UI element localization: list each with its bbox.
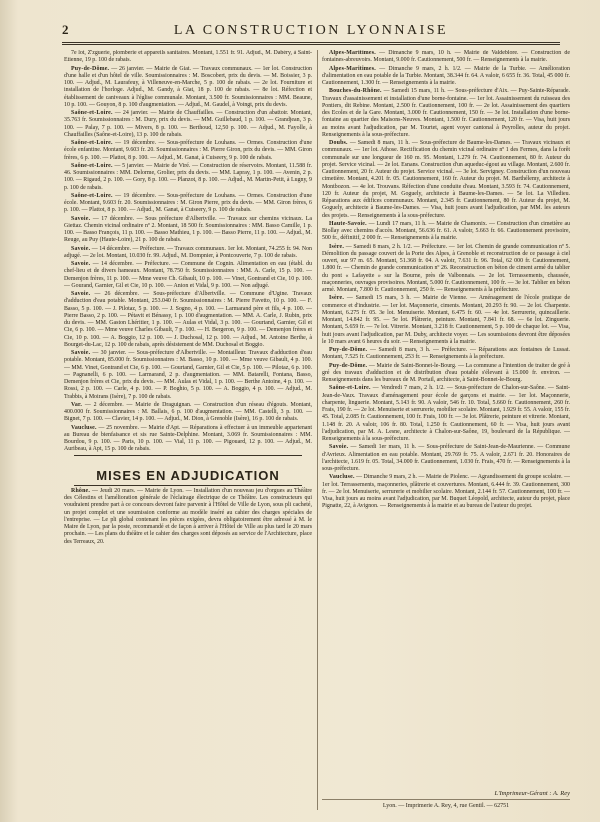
notice-location: Puy-de-Dôme. xyxy=(71,65,110,72)
notice-text: — Dimanche 9 mars, 2 h. — Mairie de Piolenc. — Agrandissement du groupe scolaire. — 1er lot. Terrassements, maçonneries, plâtrerie et couvertures. Montant, 6.444 fr. 39. Cautionnement, 300 fr. — 2e lot. Menuiserie, serrurerie et mobilier scolaire. Montant, 2.144 fr. 57. Cautionnement, 100 fr. — Visa, huit jours au moins avant l'adjudication, par M. Buquet Léopold, architecte, auteur du projet, place Pignatte, 22, à Avignon. — Renseignements à la mairie et au bureau de l'auteur du projet. xyxy=(322,474,570,510)
notice-text: — Dimanche 9 mars, 2 h. 1/2. — Mairie de la Turbie. — Amélioration d'alimentation en eau potable de la Turbie. Montant, 38.344 fr. 64. A valoir, 6 655 fr. 36. Total, 45 000 fr. Cautionnement, 1.300 fr. — Renseignements à la mairie. xyxy=(322,65,570,86)
notice-paragraph xyxy=(322,66,570,88)
header-rule-double xyxy=(62,44,560,45)
notice-paragraph xyxy=(322,88,570,139)
notice-text: — 2 décembre. — Mairie de Draguignan. — Construction d'un réseau d'égouts. Montant, 400.000 fr. Soumissionnaires : M. Ballais, 6 p. 100 d'augmentation. — MM. Castelli, 3 p. 100. — Bignet, 7 p. 100. — Clavier, 14 p. 100. — Adjud., M. Dion, à Grenoble (Isère), 16 p. 100 de rabais. xyxy=(64,401,312,423)
notice-location: Alpes-Maritimes. xyxy=(329,50,376,56)
notice-location: Rhône. xyxy=(71,487,91,494)
notice-location: Savoie. xyxy=(71,261,91,267)
notice-paragraph xyxy=(64,50,312,65)
notice-paragraph xyxy=(64,216,312,245)
notice-text: — 30 janvier. — Sous-préfecture d'Albertville. — Montailleur. Travaux d'adduction d'eau potable. Montant, 85.000 fr. Soumissionnaires : M. Basso, 10 p. 100. — Mme veuve Gibault, 4 p. 100. — MM. Vinet, Gontrand et Cie, 6 p. 100. — Gourtand, Garnier, Gil et Cie, 5 p. 100. — Pilotaz, 6 p. 100. — Pagnanelli, 6 p. 100. — Larmarand, 2 p. d'augmentation. — MM. Batarelli, Fontana, Basso, Demenjon frères et Cie, prix du devis. — MM. Aulas et Vidal, 1 p. 100. — Berthe Antoine, 4 p. 100. — Rossi, 2 p. 100. — Carle, 4 p. 100. — P. Boghio, 5 p. 100. — A. Boggio, 4 p. 100. — Adjud., M. Trabbis, à Moirans (Isère), 7 p. 100 de rabais. xyxy=(64,350,312,400)
notice-paragraph xyxy=(64,261,312,290)
notice-location: Vaucluse. xyxy=(71,424,97,431)
notice-location: Saône-et-Loire. xyxy=(71,162,113,169)
page-header xyxy=(62,22,560,40)
notice-location: Savoie. xyxy=(329,444,349,451)
notice-location: Puy-de-Dôme. xyxy=(329,362,368,369)
page-number: 2 xyxy=(62,22,69,37)
notice-paragraph xyxy=(64,193,312,215)
notice-location: Haute-Savoie. xyxy=(329,220,367,227)
notice-location: Savoie. xyxy=(71,215,91,222)
notice-text: — 14 décembre. — Préfecture. — Commune de Cognin. Alimentation en eau (établ. du chef-lieu et de divers hameaux. Montant, 78.750 fr. Soumissionnaires : MM. A. Carle, 15 p. 100. — Demenjon frères, 11 p. 100. — Mme veuve Ch. Gibault, 10 p. 100. — Vinet, Gontrand et Cie, 10 p. 100. — Gourand, Garnier, Gil et Cie, 10 p. 100. — Anion et Vidal, 9 p. 100. — Non adjugé. xyxy=(64,261,312,289)
notice-location: Saône-et-Loire. xyxy=(71,140,113,146)
notice-location: Savoie. xyxy=(71,245,91,252)
notice-text: — Samedi 8 mars, 11 h. — Sous-préfecture de Baume-les-Dames. — Travaux vicinaux et communaux. — 1er lot. Athose. Rectification du chemin vicinal ordinaire nº 1 des Fermes, dans la forêt communale sur une longueur de 160 m. 95. Montant, 1.279 fr. 74. Cautionnement, 80 fr. Auteur du projet. Service vicinal. — 2e lot. Esnans. Construction d'un aqueduc-égout au village. Montant, 2.600 fr. Cautionnement, 20 fr. Auteur du projet. Service vicinal. — 3e lot. Servigney. Construction d'un nouveau cimetière. Montant, 4.201 fr. 05. Cautionnement, 160 fr. Auteur du projet. M. Barthélemy, architecte à Montbozon. — 4e lot. Trouvans. Réfection d'une conduite d'eau. Montant, 3.593 fr. 74. Cautionnement, 120 fr. Auteur du projet, M. Goguely, architecte à Baume-les-Dames. — 5e lot. La Villedieu. Réparations aux édifices communaux. Montant, 2.345 fr. Cautionnement, 80 fr. Auteur du projet, M. Goguely, architecte à Baume-les-Dames. — Visa, huit jours avant l'adjudication, par MM. les auteurs des projets. — Renseignements à la sous-préfecture. xyxy=(322,140,570,219)
notice-paragraph xyxy=(64,110,312,139)
notice-paragraph xyxy=(322,385,570,443)
notice-location: Saône-et-Loire. xyxy=(71,110,113,116)
notice-text: — 14 décembre. — Préfecture. — Travaux communaux. 1er lot. Montant, 74.255 fr. 94. Non adjugé. — 2e lot. Montant, 10.030 fr. 99. Adjud., M. Dompnier, à Pontcouverte, 7 p. 100 de rabais. xyxy=(64,245,312,259)
notice-location: Isère. xyxy=(329,295,344,302)
notice-location: Saône-et-Loire. xyxy=(71,192,113,199)
column-separator xyxy=(317,50,318,810)
notice-paragraph xyxy=(322,140,570,220)
notice-paragraph xyxy=(322,444,570,473)
printer-signature: L'Imprimeur-Gérant : A. Rey xyxy=(494,790,570,797)
right-column xyxy=(322,50,570,785)
adjudication-notices xyxy=(322,50,570,511)
notice-paragraph xyxy=(64,350,312,401)
notice-text: — Lundi 17 mars, 11 h. — Mairie de Chamonix. — Construction d'un cimetière au Biollay avec chemins d'accès. Montant, 56.636 fr. 61. A valoir, 5.663 fr. 66. Cautionnement provisoire, 500 fr., définitif, 2 000 fr. — Renseignements à la mairie. xyxy=(322,220,570,242)
notice-location: Vaucluse. xyxy=(329,474,355,481)
notice-location: Saône-et-Loire. xyxy=(329,385,371,392)
notice-text: — Samedi 8 mars, 2 h. 1/2. — Préfecture. — 1er lot. Chemin de grande communication nº 5. Démolition du passage couvert de la Porte des Alpes, à Grenoble et reconstruction de ce passage à ciel ouvert, sur 97 m. 65. Montant, 51.368 fr. 04. A valoir, 7.631 fr. 96. Total, 62 000 fr. Cautionnement, 1.800 fr. — Chemin de grande communication nº 26. Reconstruction en béton de ciment armé du tablier du pont « Lafayette » sur la Bourne, près de Valbonnais. — 2e lot. Terrassements, chaussée, maçonneries, ouvrages provisoires. Montant, 5.000 fr. Cautionnement, 100 fr. — 3e lot. Tablier en béton armé. Montant, 7.800 fr. Cautionnement, 250 fr. — Renseignements à la préfecture. xyxy=(322,243,570,293)
notice-text: 7e lot, Z'zguerie, plomberie et appareils sanitaires. Montant, 1.551 fr. 91. Adjud., M. Dabéry, à Saint-Etienne, 19 p. 100 de rabais. xyxy=(64,50,312,64)
section-rule xyxy=(74,455,302,456)
notice-location: Puy-de-Dôme. xyxy=(329,347,368,353)
notice-paragraph xyxy=(64,66,312,110)
notice-text: — 19 décembre. — Sous-préfecture de Louhans. — Ormes. Construction d'une école. Montant, 9.603 fr. 20. Soumissionnaires : M. Giron Pierre, prix du devis. — MM. Giron frères, 6 p. 100. — Plattot, 8 p. 100. — Adjud., M. Ganat, à Cuiseery, 9 p. 100 de rabais. xyxy=(64,192,312,214)
notice-text: — 26 décembre. — Sous-préfecture d'Albertville. — Commune d'Ugine. Travaux d'adduction d'eau potable. Montant, 253.040 fr. Soumissionnaires : M. Pierre Favetto, 10 p. 100. — F. Basso, 5 p. 100. — J. Pilotaz, 5 p. 100. — J. Sogno, 4 p. 100. — Larmarand père et fils, 4 p. 100. — Pierre Basso, 2 p. 100. — Pétavit et Bénassy, 1 p. 100 d'augmentation. — MM. A. Carle, J. Rubin, prix du devis. — MM. Gaston Lhéritier, 1 p. 100. — Aulas et Vidal, 3 p. 100. — Gourtand, Garnier, Gil et Cie, 6 p. 100. — Mme veuve Charles Gibault, 7 p. 100. — H. Bergeron, 9 p. 100. — Demenjon frères et Cie, 10 p. 100. — A. Boggio, 12 p. 100. — J. Duchosal, 12 p. 100. — Adjud., M. Antoine Berthe, à Bourget-du-Lac, 12 p. 100 de rabais, après désistement de MM. Duchosal et Boggio. xyxy=(64,291,312,348)
notice-text: — Mairie de Saint-Bonnet-le-Bourg. — La commune a l'intention de traiter de gré à gré des travaux d'adduction et de distribution d'eau potable s'élevant à 15.000 fr. environ. — Renseignements dans les bureaux de M. Portail, architecte, à Saint-Bonnet-le-Bourg. xyxy=(322,362,570,383)
footer-rule xyxy=(322,799,570,800)
notice-text: — Samedi 15 mars, 3 h. — Mairie de Vienne. — Aménagement de l'école pratique de commerce et d'industrie. — 1er lot. Maçonnerie, ciments. Montant, 20.293 fr. 90. — 2e lot. Charpente. Montant, 6.275 fr. 05. 3e lot. Menuiserie. Montant, 6.475 fr. 60. — 4e lot. Serrurerie, quincaillerie. Montant, 14.842 fr. 95. — 5e lot. Plâtrerie, peinture. Montant, 7.841 fr. 68. — 6e lot. Zinguerie. Montant, 5.659 fr. — 7e lot. Vitrerie. Montant, 3.218 fr. Cautionnement, 5 p. 100 de chaque lot. — Visa, huit jours avant l'adjudication, par M. Duby, architecte voyer. — Les soumissions devront être déposées le 10 mars avant 6 heures du soir. — Renseignements à la mairie. xyxy=(322,295,570,345)
notice-paragraph xyxy=(64,140,312,162)
notice-text: — 24 janvier. — Mairie de Chauffailles. — Construction d'un abattoir. Montant, 35.763 fr. Soumissionnaires : M. Dury, prix du devis. — MM. Guillebaud, 1 p. 100. — Grandjean, 3 p. 100. — Palay, 7 p. 100. — Mivers, 8 p. 100. — Berthoud, 12,50 p. 100. — Adjud., M. Fayolle, à Chauffailles (Saône-et-Loire), 13 p. 100 de rabais. xyxy=(64,110,312,138)
notice-paragraph xyxy=(322,244,570,295)
notice-paragraph xyxy=(322,474,570,510)
upcoming-adjudications xyxy=(64,488,312,546)
notice-paragraph xyxy=(322,347,570,362)
notice-text: — Jeudi 20 mars. — Mairie de Lyon. — Installation d'un nouveau jeu d'orgues au Théâtre des Célestins et l'amélioration générale de l'éclairage électrique de ce Théâtre. Les constructeurs qui voudraient prendre part à ce concours devront faire parvenir à l'Hôtel de Ville de Lyon, sous pli cacheté, un projet complet et une soumission conforme au modèle inséré au cahier des charges spéciales de l'entreprise. — Le pli global contenant les pièces exigées, devra obligatoirement être adressé à M. le Maire de Lyon, par la poste, recommandé et de façon à arriver à l'Hôtel de Ville au plus tard le 20 mars prochain. — Les plans du théâtre et le cahier des charges sont déposés au service de l'Architecture, place des Terreaux, 20. xyxy=(64,487,312,545)
notice-paragraph xyxy=(64,425,312,454)
notice-text: — Vendredi 7 mars, 2 h. 1/2. — Sous-préfecture de Chalon-sur-Saône. — Saint-Jean-de-Vaux. Travaux d'aménagement pour école de garçons et mairie. — 1er lot. Maçonnerie, charpente, linguerie. Montant, 5.143 fr. 90. A valoir, 546 fr. 10. Total, 5.660 fr. Cautionnement, 260 fr. Frais, 190 fr. — 2e lot. Menuiserie et serrurerie, mobilier scolaire. Montant, 1.929 fr. 55. A valoir, 155 fr. 45. Total, 2.085 fr. Cautionnement, 100 fr. Frais, 100 fr. — 3e lot. Plâtrerie, peinture et vitrerie. Montant, 1.148 fr. 20. A valoir, 106 fr. 80. Total, 1.250 fr. Cautionnement, 60 fr. — Visa, huit jours avant l'adjudication, par M. A. Lesne, architecte à Chalon-sur-Saône, 19, boulevard de la République. — Renseignements à la sous-préfecture. xyxy=(322,385,570,442)
notice-paragraph xyxy=(64,488,312,546)
notice-text: — 25 novembre. — Mairie d'Apt. — Réparations à effectuer à un immeuble appartenant au Bureau de bienfaisance et sis rue Sainte-Delphine. Montant, 3.069 fr. Soumissionnaires : MM. Bourdou, 9 p. 100. — Paris, 10 p. 100. — Vial, 11 p. 100. — Pigouard, 12 p. 100. — Adjud., M. Auribeau, à Apt, 15 p. 100 de rabais. xyxy=(64,424,312,453)
printer-line: Lyon. — Imprimerie A. Rey, 4, rue Gentil. — 62751 xyxy=(382,803,510,809)
notice-paragraph xyxy=(322,295,570,346)
notice-text: — 19 décembre. — Sous-préfecture de Louhans. — Ormes. Construction d'une école enfantine. Montant, 9.603 fr. 20. Soumissionnaires : M. Pierre Giron, prix du devis. — MM. Giron frères, 6 p. 100. — Plattot, 8 p. 100. — Adjud., M. Ganat, à Cuiseery, 9 p. 100 de rabais. xyxy=(64,140,312,161)
notice-location: Savoie. xyxy=(71,291,91,297)
notice-location: Alpes-Maritimes. xyxy=(329,65,376,72)
notice-location: Bouches-du-Rhône. xyxy=(329,88,382,95)
notice-location: Isère. xyxy=(329,243,344,250)
notice-text: — 5 janvier. — Mairie de Viré. — Construction de réservoirs. Montant, 11.588 fr. 46. Soumissionnaires : MM. Delorme, Grolier, prix du devis. — MM. Lapray, 1 p. 100. — Avenin, 2 p. 100. — Rigaud, 2 p. 100. — Gory, 8 p. 100. — Planzot, 8 p. 100. — Adjud., M. Martin-Petit, à Lugny, 9 p. 100 de rabais. xyxy=(64,162,312,191)
notice-location: Doubs. xyxy=(329,140,348,146)
adjudication-results xyxy=(64,50,312,454)
notice-location: Savoie. xyxy=(71,350,91,356)
notice-paragraph xyxy=(322,221,570,243)
notice-text: — Dimanche 9 mars, 10 h. — Mairie de Valdeblore. — Construction de fontaines-abreuvoirs. Montant, 9.000 fr. Cautionnement, 500 fr. — Renseignements à la mairie. xyxy=(322,50,570,64)
left-column xyxy=(64,50,312,808)
notice-location: Var. xyxy=(71,401,83,408)
notice-text: — 26 janvier. — Mairie de Giat. — Travaux communaux. — 1er lot. Construction d'une halle et d'un hôtel de ville. Soumissionnaires : M. Boscobert, prix du devis. — M. Boissier, 3 p. 100. — Adjud., M. Laurafeuy, à Villeneuve-en-Marche, 5 p. 100 de rabais. — 2e lot. Fourniture et installation de l'horloge. Adjud., M. Gandy, à Giat, 18 p. 100 de rabais. — 8e lot. Réfection et établissement de caniveaux à l'église communale. Montant, 3.500 fr. Soumissionnaires : MM. Beaune, 10 p. 100. — Gouyon, 8 p. 100 d'augmentation. — Adjud., M. Gaudel, à Voingt, prix du devis. xyxy=(64,65,312,108)
notice-paragraph xyxy=(322,363,570,385)
notice-paragraph xyxy=(64,291,312,349)
header-rule xyxy=(62,42,560,43)
notice-text: — 17 décembre. — Sous préfecture d'Albertville. — Travaux sur chemins vicinaux. La Giettaz. Chemin vicinal ordinaire nº 2. Montant, 18 500 fr. Soumissionnaires : MM. Basso Camille, 1 p. 100. — Basso François, 11 p. 100. — Basso Mathieu, 1 p. 100. — Basso Pierre, 11 p. 100. — Adjud., M. Reuge, au Puy (Haute-Loire), 21 p. 100 de rabais. xyxy=(64,215,312,244)
notice-text: — Samedi 8 mars, 3 h. — Préfecture. — Réparations aux fontaines de Lussat. Montant, 7.525 fr. Cautionnement, 253 fr. — Renseignements à la préfecture. xyxy=(322,347,570,361)
notice-paragraph xyxy=(64,163,312,192)
notice-paragraph xyxy=(64,402,312,424)
section-rule xyxy=(74,485,302,486)
notice-paragraph xyxy=(64,246,312,261)
section-title: MISES EN ADJUDICATION xyxy=(96,467,280,483)
running-title: LA CONSTRUCTION LYONNAISE xyxy=(173,23,449,38)
notice-text: — Samedi 1er mars, 11 h. — Sous-préfecture de Saint-Jean-de-Maurienne. — Commune d'Avrieux. Alimentation en eau potable. Montant, 29.769 fr. 75. A valoir, 2.671 fr. 20. Honoraires de l'architecte, 1.619 fr. 05. Total, 34.000 fr. Cautionnement, 1.030 fr. Frais, 470 fr. — Renseignements à la sous-préfecture. xyxy=(322,444,570,472)
notice-text: — Samedi 15 mars, 11 h. — Sous-préfecture d'Aix. — Puy-Sainte-Réparade. Travaux d'assainissement et installation d'une borne-fontaine. — 1er lot. Assainissement du ruisseau des Pontiers, dit Rebine. Montant, 2.500 fr. Cautionnement, 100 fr. — 2e lot. Assainissement des quartiers des Ecoles et de la Gare. Montant, 3.000 fr. Cautionnement, 150 fr. — 3e lot. Installation d'une borne-fontaine au quartier des Maisons-Neuves. Montant, 1.500 fr. Cautionnement, 120 fr. — Visa, huit jours au moins avant l'adjudication, par M. Tourtet, agent voyer cantonal à Peyrolles, auteur du projet. Renseignements à la sous-préfecture. xyxy=(322,88,570,138)
notice-paragraph xyxy=(322,50,570,65)
